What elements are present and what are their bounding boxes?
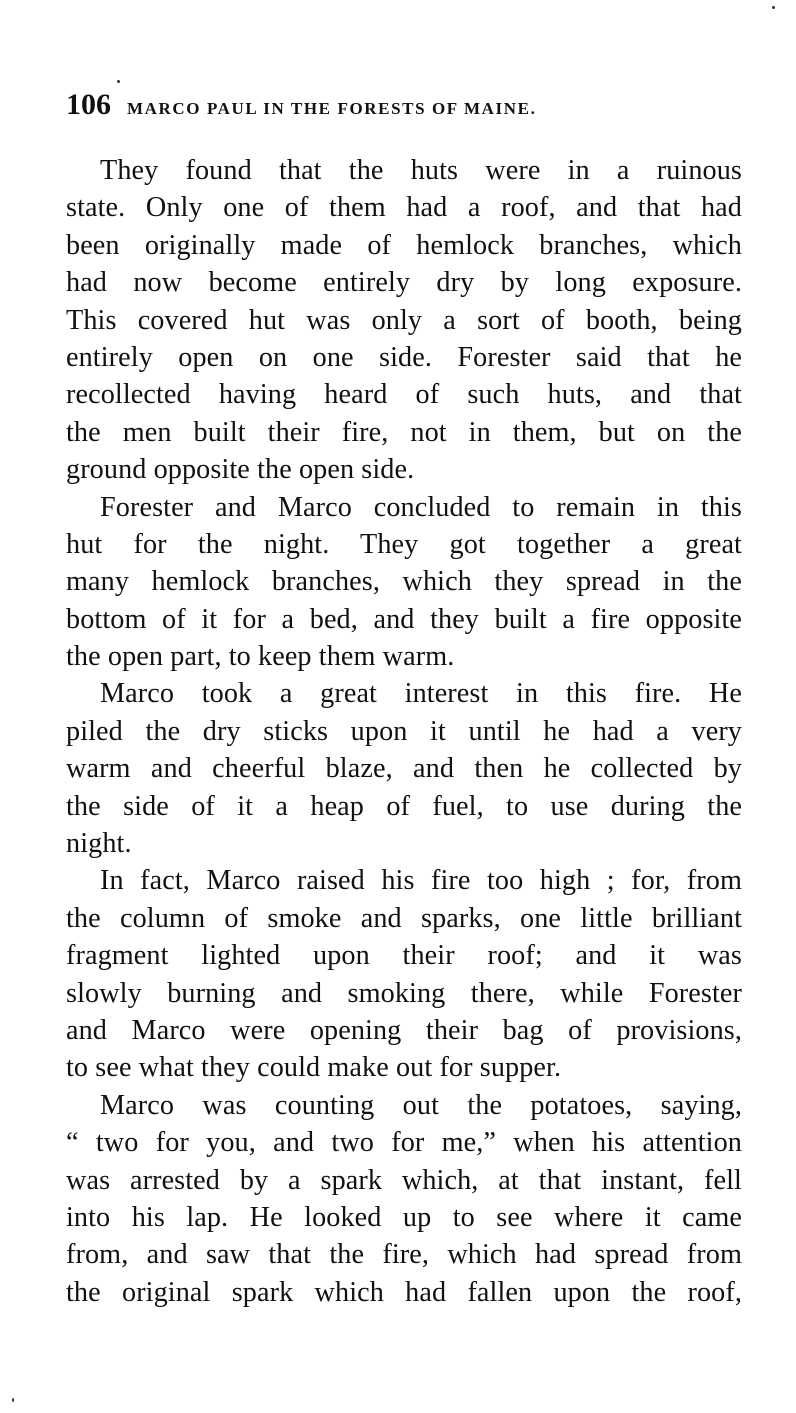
text-line: In fact, Marco raised his fire too high ; for, from — [100, 865, 742, 897]
text-line: slowly burning and smoking there, while Forester — [66, 977, 742, 1009]
text-line: the side of it a heap of fuel, to use during the — [66, 790, 742, 822]
text-line: the men built their fire, not in them, but on the — [66, 416, 742, 448]
paragraph — [66, 152, 742, 489]
running-title: MARCO PAUL IN THE FORESTS OF MAINE. — [127, 99, 537, 118]
page-header — [66, 88, 746, 128]
text-line: state. Only one of them had a roof, and that had — [66, 192, 742, 224]
text-line: Marco took a great interest in this fire. He — [100, 678, 742, 710]
page-number: 106 — [66, 88, 111, 121]
text-line: had now become entirely dry by long exposure. — [66, 267, 742, 299]
print-speck — [772, 6, 775, 9]
paragraph — [66, 862, 742, 1086]
text-line: Marco was counting out the potatoes, saying, — [100, 1089, 742, 1121]
text-line: the open part, to keep them warm. — [66, 641, 455, 673]
text-line: been originally made of hemlock branches, which — [66, 229, 742, 261]
text-line: and Marco were opening their bag of provisions, — [66, 1014, 742, 1046]
text-line: bottom of it for a bed, and they built a fire opposite — [66, 603, 742, 635]
text-line: This covered hut was only a sort of booth, being — [66, 304, 742, 336]
text-line: “ two for you, and two for me,” when his attention — [66, 1127, 742, 1159]
text-line: into his lap. He looked up to see where it came — [66, 1201, 742, 1233]
paragraph — [66, 1087, 742, 1311]
text-line: entirely open on one side. Forester said that he — [66, 341, 742, 373]
text-line: many hemlock branches, which they spread in the — [66, 566, 742, 598]
text-line: piled the dry sticks upon it until he had a very — [66, 715, 742, 747]
text-line: recollected having heard of such huts, and that — [66, 379, 742, 411]
paragraph — [66, 489, 742, 676]
print-speck — [12, 1398, 14, 1402]
text-line: from, and saw that the fire, which had spread from — [66, 1239, 742, 1271]
print-speck — [117, 80, 120, 83]
text-line: ground opposite the open side. — [66, 454, 415, 486]
text-line: the original spark which had fallen upon the roof, — [66, 1276, 742, 1308]
text-line: the column of smoke and sparks, one little brilliant — [66, 902, 742, 934]
text-line: They found that the huts were in a ruinous — [100, 155, 742, 186]
text-line: fragment lighted upon their roof; and it was — [66, 940, 742, 972]
text-line: Forester and Marco concluded to remain in this — [100, 491, 742, 523]
text-line: to see what they could make out for supper. — [66, 1052, 562, 1084]
text-line: night. — [66, 828, 132, 860]
text-line: warm and cheerful blaze, and then he collected by — [66, 753, 742, 785]
body-text — [66, 152, 742, 1311]
text-line: was arrested by a spark which, at that instant, fell — [66, 1164, 742, 1196]
text-line: hut for the night. They got together a great — [66, 528, 742, 560]
paragraph — [66, 675, 742, 862]
